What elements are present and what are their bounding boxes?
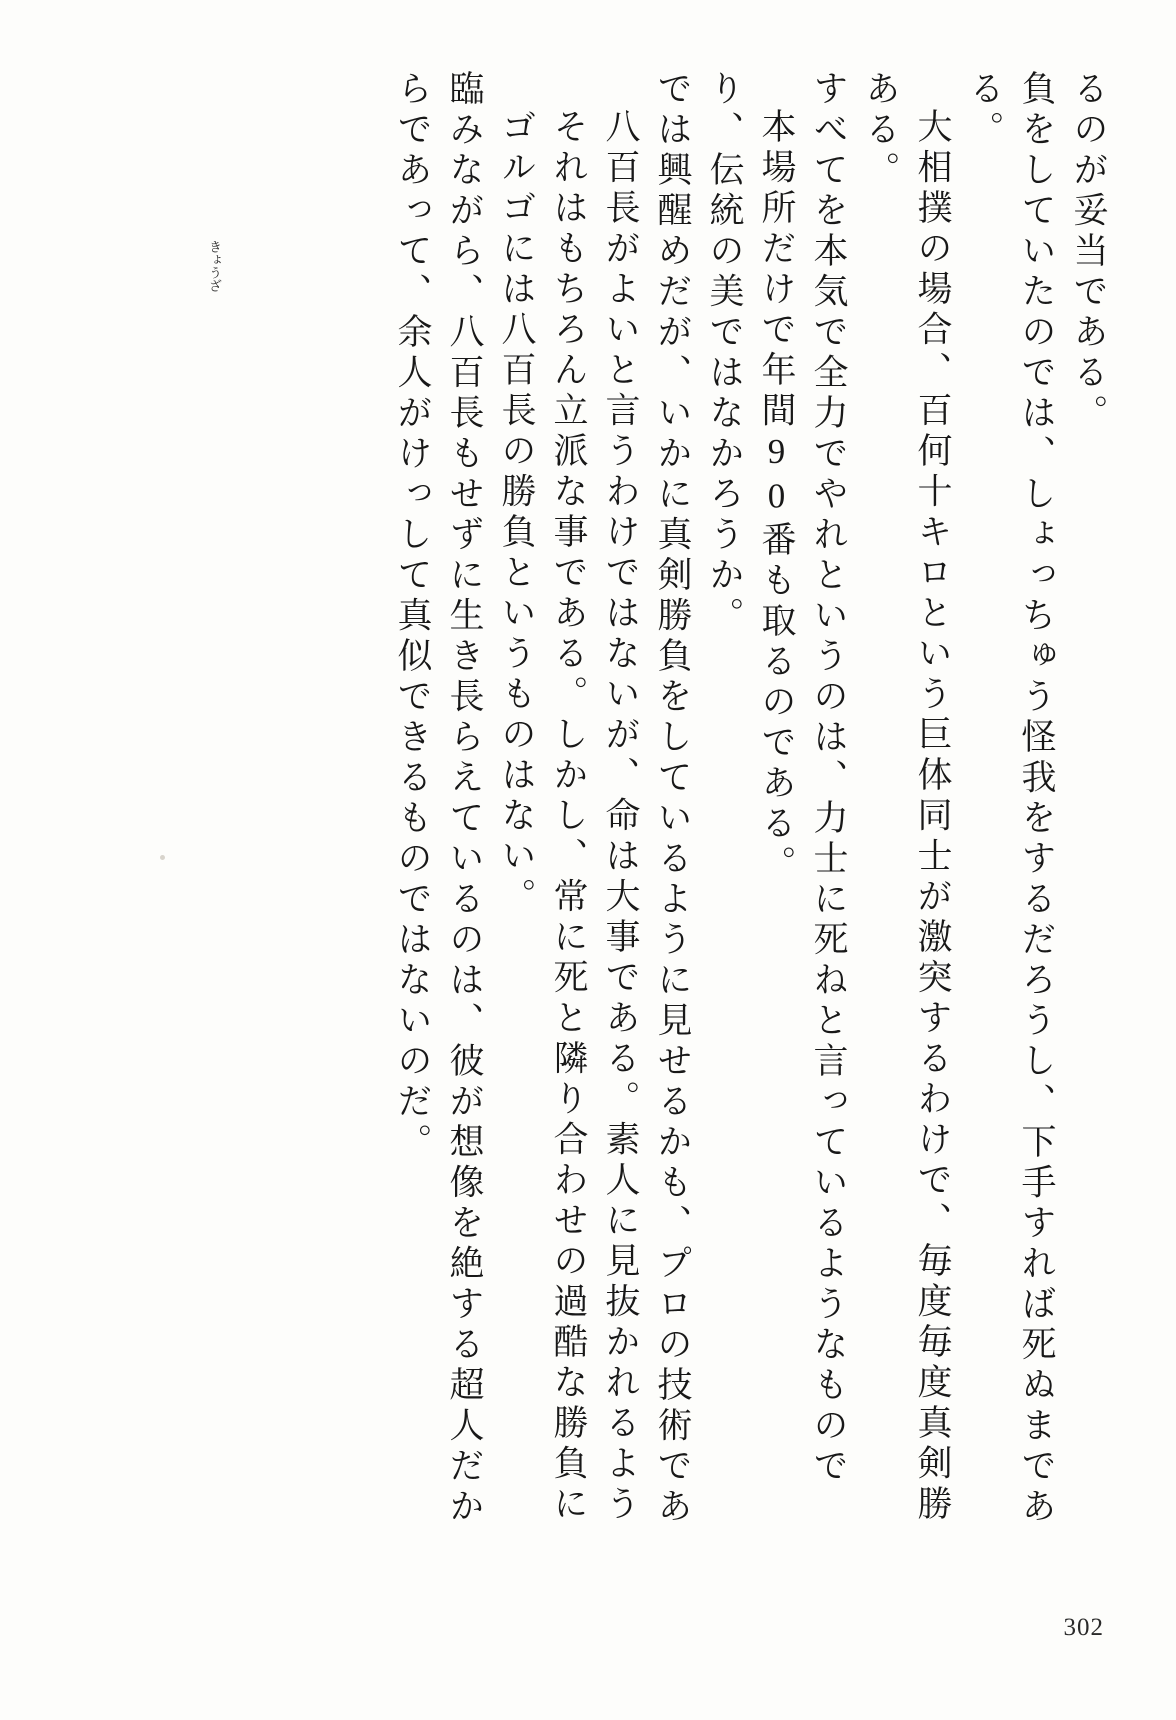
vertical-text-body	[207, 70, 1108, 1528]
text-line: るのが妥当である。	[1069, 70, 1108, 435]
text-line: ゴルゴには八百長の勝負というものはない。	[497, 108, 536, 918]
text-line: 臨みながら、八百長もせずに生き長らえているのは、彼が想像を絶する超人だか	[445, 70, 484, 1528]
paper-speck	[160, 855, 165, 860]
text-line: る。	[965, 70, 1004, 151]
text-line: それはもちろん立派な事である。しかし、常に死と隣り合わせの過酷な勝負に	[549, 108, 588, 1526]
text-line: 八百長がよいと言うわけではないが、命は大事である。素人に見抜かれるよう	[601, 108, 640, 1526]
text-line: り、伝統の美ではなかろうか。	[705, 70, 744, 637]
text-line: 本場所だけで年間90番も取るのである。	[757, 108, 796, 886]
text-line: らであって、余人がけっして真似できるものではないのだ。	[393, 70, 432, 1164]
ruby-annotation: きょうざ	[207, 240, 222, 292]
text-line: 大相撲の場合、百何十キロという巨体同士が激突するわけで、毎度毎度真剣勝	[913, 108, 952, 1526]
page-number: 302	[1063, 1614, 1104, 1641]
text-line-ruby-body: では興醒めだが、いかに真剣勝負をしているように見せるかも、プロの技術であ	[653, 70, 692, 1528]
text-line: すべてを本気で全力でやれというのは、力士に死ねと言っているようなもので	[809, 70, 848, 1488]
text-line: ある。	[861, 70, 900, 192]
text-line: 負をしていたのでは、しょっちゅう怪我をするだろうし、下手すれば死ぬまであ	[1017, 70, 1056, 1528]
